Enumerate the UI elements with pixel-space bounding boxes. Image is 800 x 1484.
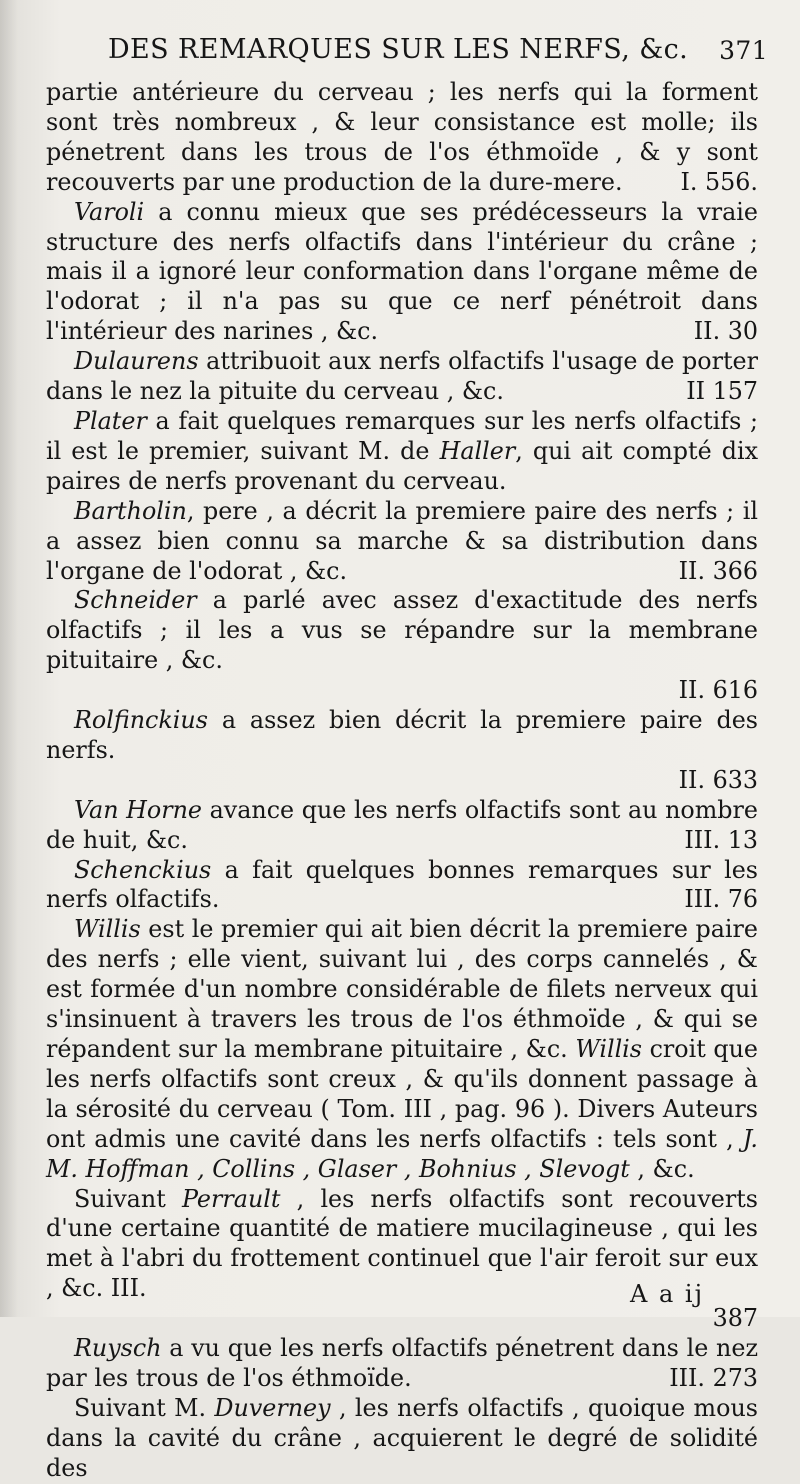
paragraph	[46, 706, 758, 796]
page-number: 371	[719, 36, 768, 65]
author-name: Willis	[575, 1035, 643, 1063]
paragraph-text: est le premier qui ait bien décrit la premiere paire des nerfs ; elle vient, suivant lui , des corps cannelés , & est formée d'un nombre considérable de filets nerveux qui s'insinuent à travers les trous de l'os éthmoïde , & qui se répandent sur la membrane pituitaire , &c.	[46, 915, 758, 1063]
paragraph	[46, 497, 758, 587]
page-body	[46, 78, 758, 1484]
paragraph	[46, 198, 758, 348]
paragraph-text: a vu que les nerfs olfactifs pénetrent dans le nez par les trous de l'os éthmoïde.	[46, 1334, 758, 1392]
paragraph-text: , les nerfs olfactifs sont recouverts d'une certaine quantité de matiere mucilagineuse , qui les met à l'abri du frottement continuel que l'air feroit sur eux , &c. III.	[46, 1184, 758, 1303]
author-name: Van Horne	[74, 795, 202, 824]
paragraph-lead: Suivant M.	[74, 1393, 215, 1422]
author-names-list: J. M. Hoffman , Collins , Glaser , Bohnius , Slevogt	[46, 1124, 758, 1183]
paragraph-lead: Suivant	[74, 1184, 182, 1213]
paragraph-text: partie antérieure du cerveau ; les nerfs qui la forment sont très nombreux , & leur consistance est molle; ils pénetrent dans les trous de l'os éthmoïde , & y sont recouverts par une production de la dure-mere.	[46, 78, 758, 196]
paragraph	[46, 407, 758, 497]
author-name: Schenckius	[74, 855, 212, 884]
author-name: Dulaurens	[74, 347, 199, 376]
paragraph-text: croit que les nerfs olfactifs sont creux , & qu'ils donnent passage à la sérosité du cerveau ( Tom. III , pag. 96 ). Divers Auteurs ont admis une cavité dans les nerfs olfactifs : tels sont ,	[46, 1035, 758, 1153]
paragraph-text: a parlé avec assez d'exactitude des nerfs olfactifs ; il les a vus se répandre sur la membrane pituitaire , &c.	[46, 586, 758, 675]
paragraph-text: , les nerfs olfactifs , quoique mous dans la cavité du crâne , acquierent le degré de solidité des	[46, 1393, 758, 1482]
author-name: Rolfinckius	[74, 706, 208, 735]
paragraph-text: a assez bien décrit la premiere paire des nerfs.	[46, 706, 758, 764]
reference-citation: II. 633	[678, 765, 758, 794]
running-header	[108, 34, 768, 65]
author-name: Bartholin	[74, 496, 187, 525]
paragraph-text: a fait quelques remarques sur les nerfs olfactifs ; il est le premier, suivant M. de	[46, 406, 758, 465]
author-name: Varoli	[74, 197, 145, 226]
paragraph-text: attribuoit aux nerfs olfactifs l'usage de porter dans le nez la pituite du cerveau , &c.	[46, 347, 758, 406]
paragraph	[46, 1185, 758, 1335]
author-name: Haller	[439, 436, 516, 465]
paragraph-text: , qui ait compté dix paires de nerfs provenant du cerveau.	[46, 436, 759, 495]
paragraph	[46, 1334, 758, 1394]
reference-citation: 387	[712, 1304, 758, 1333]
paragraph	[46, 586, 758, 706]
paragraph	[46, 856, 758, 916]
reference-citation: III. 76	[684, 885, 758, 914]
paragraph-text: avance que les nerfs olfactifs sont au nombre de huit, &c.	[46, 795, 758, 854]
running-head-title: DES REMARQUES SUR LES NERFS, &c.	[108, 34, 689, 65]
reference-citation: III. 273	[669, 1363, 758, 1392]
paragraph-text: , &c.	[629, 1154, 695, 1183]
reference-citation: III. 13	[684, 825, 758, 854]
paragraph-text: , pere , a décrit la premiere paire des nerfs ; il a assez bien connu sa marche & sa distribution dans l'organe de l'odorat , &c.	[46, 496, 758, 585]
paragraph-text: a connu mieux que ses prédécesseurs la vraie structure des nerfs olfactifs dans l'intérieur du crâne ; mais il a ignoré leur conformation dans l'organe même de l'odorat ; il n'a pas su que ce nerf pénétroit dans l'intérieur des narines , &c.	[46, 197, 758, 346]
author-name: Schneider	[74, 586, 197, 615]
author-name: Willis	[74, 915, 141, 944]
reference-citation: I. 556.	[680, 167, 758, 196]
paragraph	[46, 915, 758, 1184]
author-name: Plater	[74, 406, 147, 435]
paragraph-text: a fait quelques bonnes remarques sur les nerfs olfactifs.	[46, 855, 758, 914]
paragraph	[46, 78, 758, 198]
signature-mark: A a ij	[630, 1280, 705, 1308]
paragraph	[46, 796, 758, 856]
paragraph	[46, 347, 758, 407]
author-name: Perrault	[181, 1184, 281, 1213]
reference-citation: II. 366	[678, 556, 758, 585]
reference-citation: II 157	[686, 377, 758, 406]
reference-citation: II. 616	[678, 676, 758, 705]
author-name: Duverney	[214, 1393, 331, 1422]
author-name: Ruysch	[74, 1334, 162, 1363]
paragraph	[46, 1394, 758, 1484]
reference-citation: II. 30	[693, 317, 758, 346]
